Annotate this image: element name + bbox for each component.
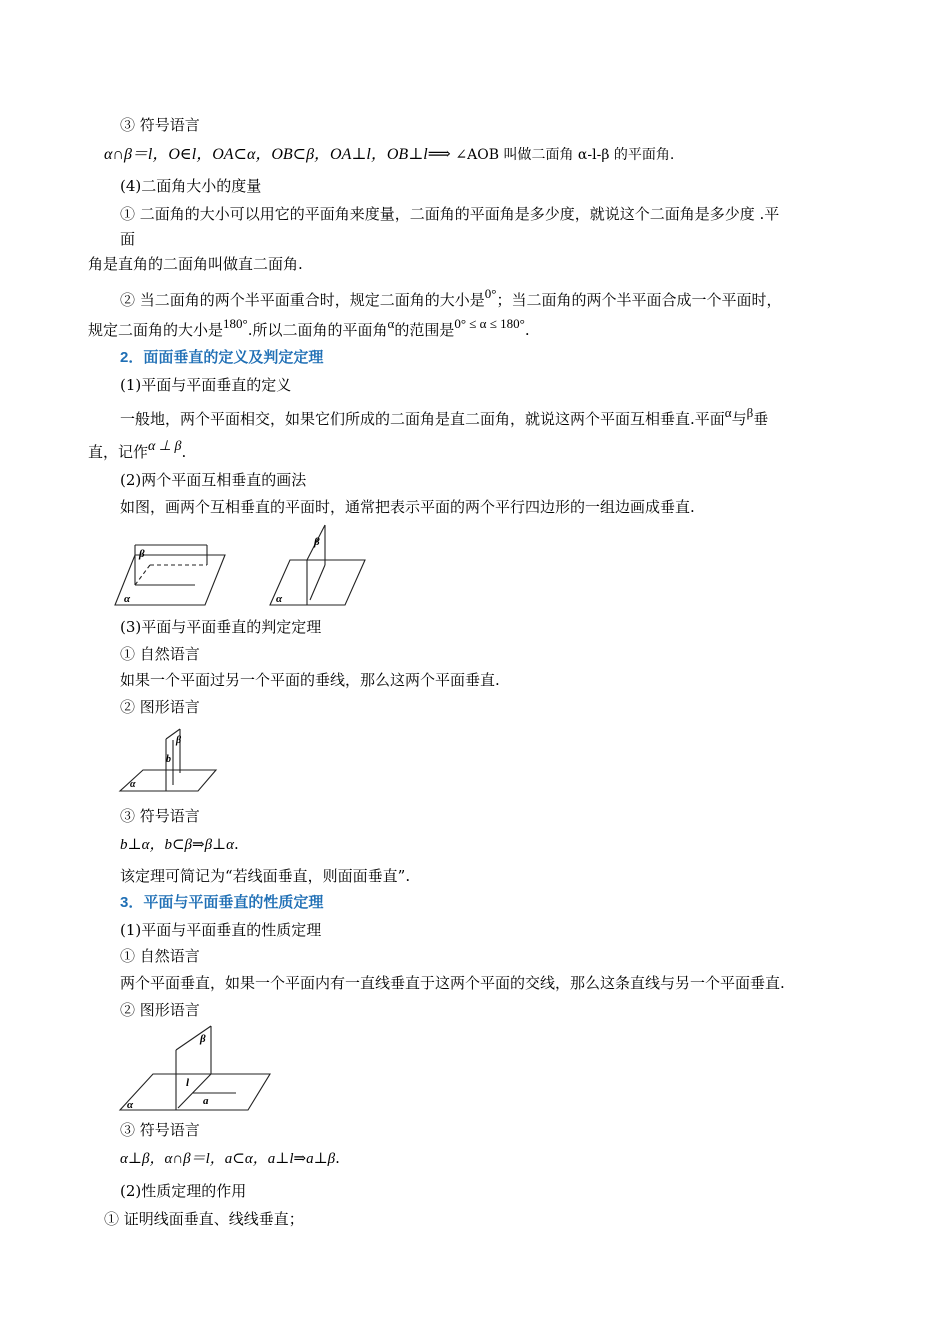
section-2-heading: 2．面面垂直的定义及判定定理 — [120, 349, 324, 366]
beta-label: β — [314, 536, 320, 548]
drawing-method-text: 如图，画两个互相垂直的平面时，通常把表示平面的两个平行四边形的一组边画成垂直. — [120, 498, 695, 516]
notation-text: 直，记作 — [88, 443, 149, 461]
property-theorem-text: 两个平面垂直，如果一个平面内有一直线垂直于这两个平面的交线，那么这条直线与另一个平面垂直. — [120, 974, 785, 992]
right-dihedral-definition: 角是直角的二面角叫做直二面角. — [88, 255, 303, 273]
range-paragraph-line1 — [120, 286, 782, 311]
perpendicular-planes-figure — [110, 520, 370, 610]
range-paragraph-line2 — [88, 316, 530, 341]
symbolic-language-heading-3: ③ 符号语言 — [120, 1121, 200, 1139]
b-label: b — [166, 754, 171, 765]
alpha-label: α — [127, 1099, 134, 1111]
alpha-label: α — [130, 779, 136, 790]
plane-angle-definition — [104, 144, 674, 165]
plane-angle-formula: α∩β＝l，O∈l，OA⊂α，OB⊂β，OA⊥l，OB⊥l⟹ — [104, 146, 451, 163]
criterion-theorem-text: 如果一个平面过另一个平面的垂线，那么这两个平面垂直. — [120, 671, 500, 689]
alpha-label: α — [124, 593, 131, 605]
definition-text-b: 与 — [731, 410, 747, 428]
degree-zero: 0° — [484, 286, 497, 301]
range-text-b: ；当二面角的两个半平面合成一个平面时， — [496, 291, 782, 309]
range-period: . — [524, 321, 530, 339]
definition-text-a: 一般地，两个平面相交，如果它们所成的二面角是直二面角，就说这两个平面互相垂直.平面 — [120, 410, 725, 428]
definition-text-c: 垂 — [753, 410, 769, 428]
section-4-heading: (4)二面角大小的度量 — [120, 177, 262, 195]
perpendicular-notation-line — [88, 439, 187, 464]
property-theorem-figure — [118, 1022, 273, 1114]
measure-paragraph-wrap: 面 — [120, 230, 136, 248]
beta-label: β — [139, 548, 145, 560]
drawing-method-heading: (2)两个平面互相垂直的画法 — [120, 471, 307, 489]
natural-language-heading-1: ① 自然语言 — [120, 645, 200, 663]
criterion-period: . — [234, 835, 239, 853]
natural-language-heading-2: ① 自然语言 — [120, 947, 200, 965]
perpendicular-notation: α ⊥ β — [148, 439, 182, 454]
l-label: l — [186, 1077, 190, 1089]
symbolic-language-heading-1: ③ 符号语言 — [120, 116, 200, 134]
range-text-e: 的范围是 — [394, 321, 455, 339]
property-theorem-heading: (1)平面与平面垂直的性质定理 — [120, 921, 322, 939]
notation-period: . — [181, 443, 187, 461]
criterion-formula: b⊥α，b⊂β⇒β⊥α — [120, 837, 235, 853]
perpendicular-definition-line1 — [120, 405, 769, 430]
graphic-language-heading-2: ② 图形语言 — [120, 1001, 200, 1019]
range-text-d: .所以二面角的平面角 — [247, 321, 388, 339]
criterion-theorem-heading: (3)平面与平面垂直的判定定理 — [120, 618, 322, 636]
beta-label: β — [176, 735, 182, 746]
alpha-label: α — [276, 593, 283, 605]
criterion-mnemonic: 该定理可简记为“若线面垂直，则面面垂直”. — [120, 867, 411, 885]
range-text-c: 规定二面角的大小是 — [88, 321, 224, 339]
symbolic-language-heading-2: ③ 符号语言 — [120, 807, 200, 825]
section-3-heading: 3．平面与平面垂直的性质定理 — [120, 894, 324, 911]
range-text-a: ② 当二面角的两个半平面重合时，规定二面角的大小是 — [120, 291, 485, 309]
property-usage-heading: (2)性质定理的作用 — [120, 1182, 247, 1200]
property-symbolic — [120, 1148, 340, 1169]
beta-symbol: β — [746, 405, 754, 420]
perpendicular-definition-heading: (1)平面与平面垂直的定义 — [120, 376, 292, 394]
a-label: a — [203, 1095, 209, 1107]
property-usage-item: ① 证明线面垂直、线线垂直； — [104, 1210, 304, 1228]
angle-range: 0° ≤ α ≤ 180° — [454, 316, 525, 331]
beta-label: β — [200, 1033, 206, 1045]
degree-180: 180° — [223, 316, 248, 331]
alpha-symbol: α — [387, 316, 395, 331]
criterion-theorem-figure — [118, 725, 223, 795]
graphic-language-heading-1: ② 图形语言 — [120, 698, 200, 716]
property-period: . — [335, 1149, 340, 1167]
alpha-symbol: α — [724, 405, 732, 420]
criterion-symbolic — [120, 834, 239, 855]
measure-paragraph-line1: ① 二面角的大小可以用它的平面角来度量，二面角的平面角是多少度，就说这个二面角是多少度 .平 — [120, 205, 780, 223]
property-formula: α⊥β，α∩β＝l，a⊂α，a⊥l⇒a⊥β — [120, 1151, 336, 1167]
plane-angle-text: ∠AOB 叫做二面角 α-l-β 的平面角. — [455, 147, 675, 163]
